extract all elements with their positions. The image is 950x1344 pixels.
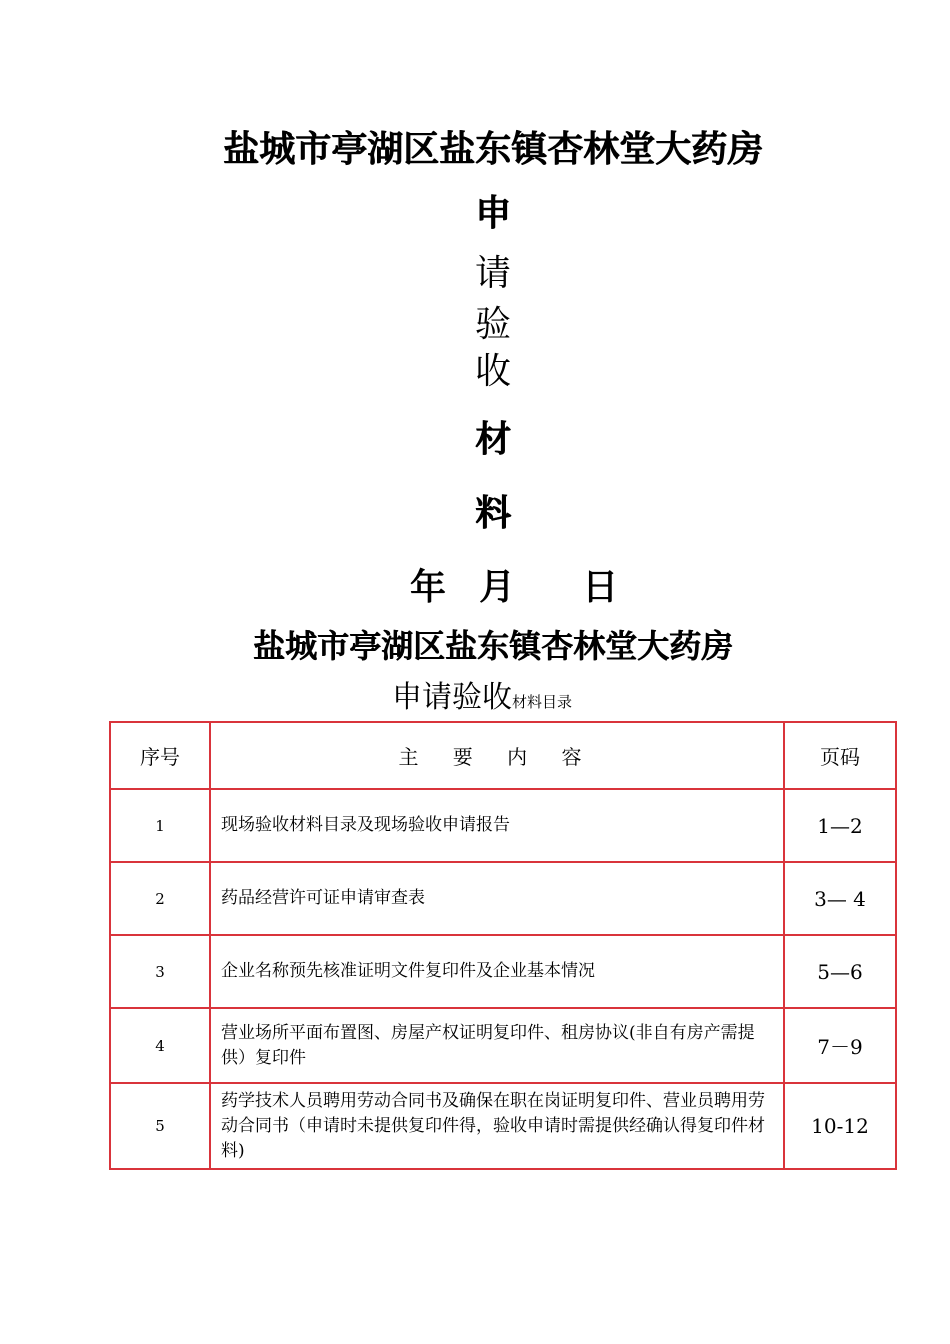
cover-char-5: 材 [474, 419, 511, 460]
contents-table [109, 721, 897, 1170]
table-row [110, 935, 896, 1008]
cover-date [410, 565, 618, 611]
subtitle-small: 材料目录 [512, 693, 573, 711]
row-content: 药学技术人员聘用劳动合同书及确保在职在岗证明复印件、营业员聘用劳动合同书（申请时未提供复印件得，验收申请时需提供经确认得复印件材料) [210, 1083, 784, 1169]
cover-company-title: 盐城市亭湖区盐东镇杏林堂大药房 [222, 129, 763, 170]
row-page: 7－9 [784, 1008, 896, 1083]
table-row [110, 1008, 896, 1083]
cover-char-4: 收 [474, 351, 511, 392]
date-month: 月 [479, 567, 516, 608]
header-number: 序号 [110, 722, 210, 789]
contents-subtitle [392, 678, 572, 718]
row-content: 药品经营许可证申请审查表 [210, 862, 784, 935]
row-page: 1—2 [784, 789, 896, 862]
row-number: 2 [110, 862, 210, 935]
row-content: 企业名称预先核准证明文件复印件及企业基本情况 [210, 935, 784, 1008]
table-row [110, 862, 896, 935]
header-content: 主 要 内 容 [210, 722, 784, 789]
row-content: 营业场所平面布置图、房屋产权证明复印件、租房协议(非自有房产需提供）复印件 [210, 1008, 784, 1083]
row-page: 5—6 [784, 935, 896, 1008]
header-page: 页码 [784, 722, 896, 789]
cover-char-3: 验 [474, 304, 511, 345]
row-page: 3— 4 [784, 862, 896, 935]
row-number: 1 [110, 789, 210, 862]
table-row [110, 789, 896, 862]
subtitle-large: 申请验收 [392, 680, 512, 715]
row-number: 5 [110, 1083, 210, 1169]
row-number: 4 [110, 1008, 210, 1083]
row-page: 10-12 [784, 1083, 896, 1169]
contents-company-title: 盐城市亭湖区盐东镇杏林堂大药房 [252, 627, 733, 665]
row-number: 3 [110, 935, 210, 1008]
cover-char-1: 申 [474, 193, 511, 234]
cover-char-2: 请 [474, 253, 511, 294]
date-year: 年 [410, 567, 447, 608]
cover-char-6: 料 [474, 493, 511, 534]
table-row [110, 1083, 896, 1169]
row-content: 现场验收材料目录及现场验收申请报告 [210, 789, 784, 862]
table-header-row [110, 722, 896, 789]
date-day: 日 [582, 567, 619, 608]
